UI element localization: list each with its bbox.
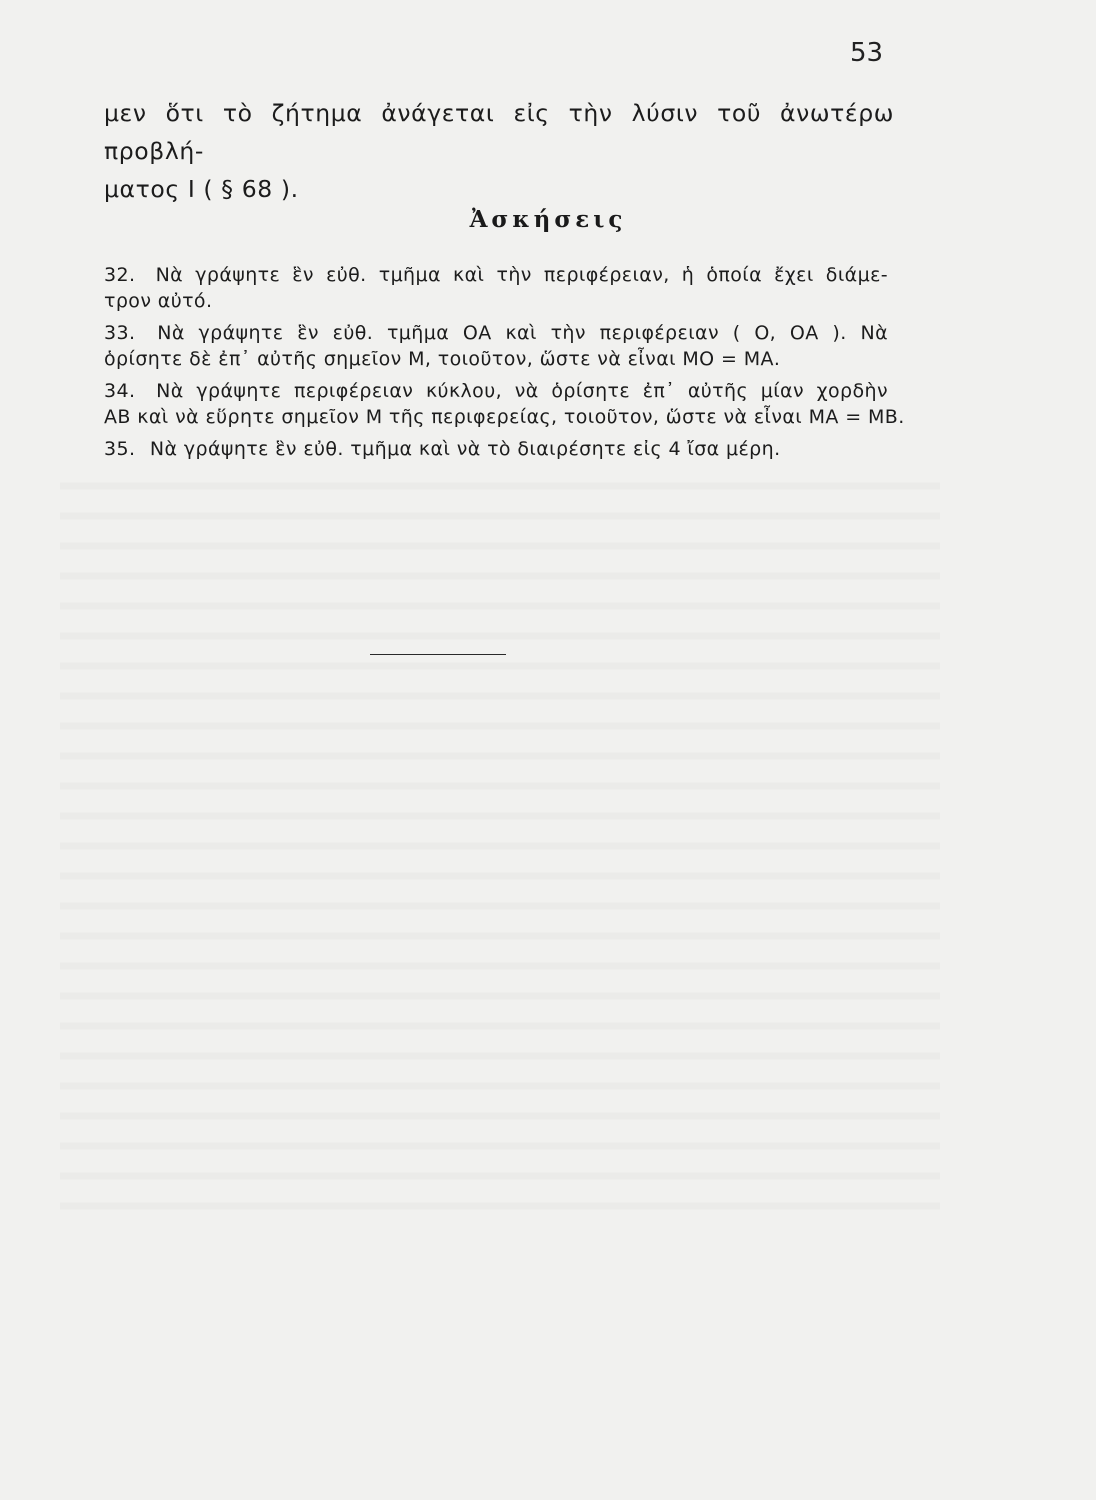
intro-line-2: ματος Ι ( § 68 ).	[104, 175, 299, 203]
exercise-list	[104, 262, 905, 468]
exercise-continuation: ὁρίσητε δὲ ἐπ᾽ αὐτῆς σημεῖον Μ, τοιοῦτον, ὥστε νὰ εἶναι ΜΟ = ΜΑ.	[104, 348, 781, 370]
exercise-33	[104, 320, 888, 372]
intro-line-1: μεν ὅτι τὸ ζήτημα ἀνάγεται εἰς τὴν λύσιν τοῦ ἀνωτέρω προβλή-	[104, 99, 894, 165]
exercise-text: Νὰ γράψητε ἓν εὐθ. τμῆμα ΟΑ καὶ τὴν περιφέρειαν ( Ο, ΟΑ ). Νὰ	[157, 322, 888, 344]
exercise-number: 33.	[104, 322, 136, 344]
exercise-text: Νὰ γράψητε περιφέρειαν κύκλου, νὰ ὁρίσητε ἐπ᾽ αὐτῆς μίαν χορδὴν	[156, 380, 888, 402]
exercise-number: 32.	[104, 264, 136, 286]
intro-paragraph	[104, 94, 894, 208]
exercise-line	[104, 378, 888, 404]
exercise-continuation: τρον αὐτό.	[104, 290, 213, 312]
exercise-line	[104, 262, 888, 288]
exercise-32	[104, 262, 888, 314]
exercise-number: 34.	[104, 380, 136, 402]
exercise-number: 35.	[104, 438, 136, 460]
section-end-rule	[370, 654, 506, 655]
page-number: 53	[850, 38, 884, 68]
exercise-line	[104, 320, 888, 346]
exercise-line	[104, 436, 888, 462]
exercise-text: Νὰ γράψητε ἓν εὐθ. τμῆμα καὶ νὰ τὸ διαιρέσητε εἰς 4 ἴσα μέρη.	[149, 438, 781, 460]
exercise-35	[104, 436, 888, 462]
section-heading: Ἀσκήσεις	[469, 206, 627, 233]
exercise-text: Νὰ γράψητε ἓν εὐθ. τμῆμα καὶ τὴν περιφέρειαν, ἡ ὁποία ἔχει διάμε-	[155, 264, 888, 286]
scan-bleed-through	[60, 460, 940, 1220]
exercise-continuation: ΑΒ καὶ νὰ εὕρητε σημεῖον Μ τῆς περιφερείας, τοιοῦτον, ὥστε νὰ εἶναι ΜΑ = ΜΒ.	[104, 406, 905, 428]
exercise-34	[104, 378, 905, 430]
